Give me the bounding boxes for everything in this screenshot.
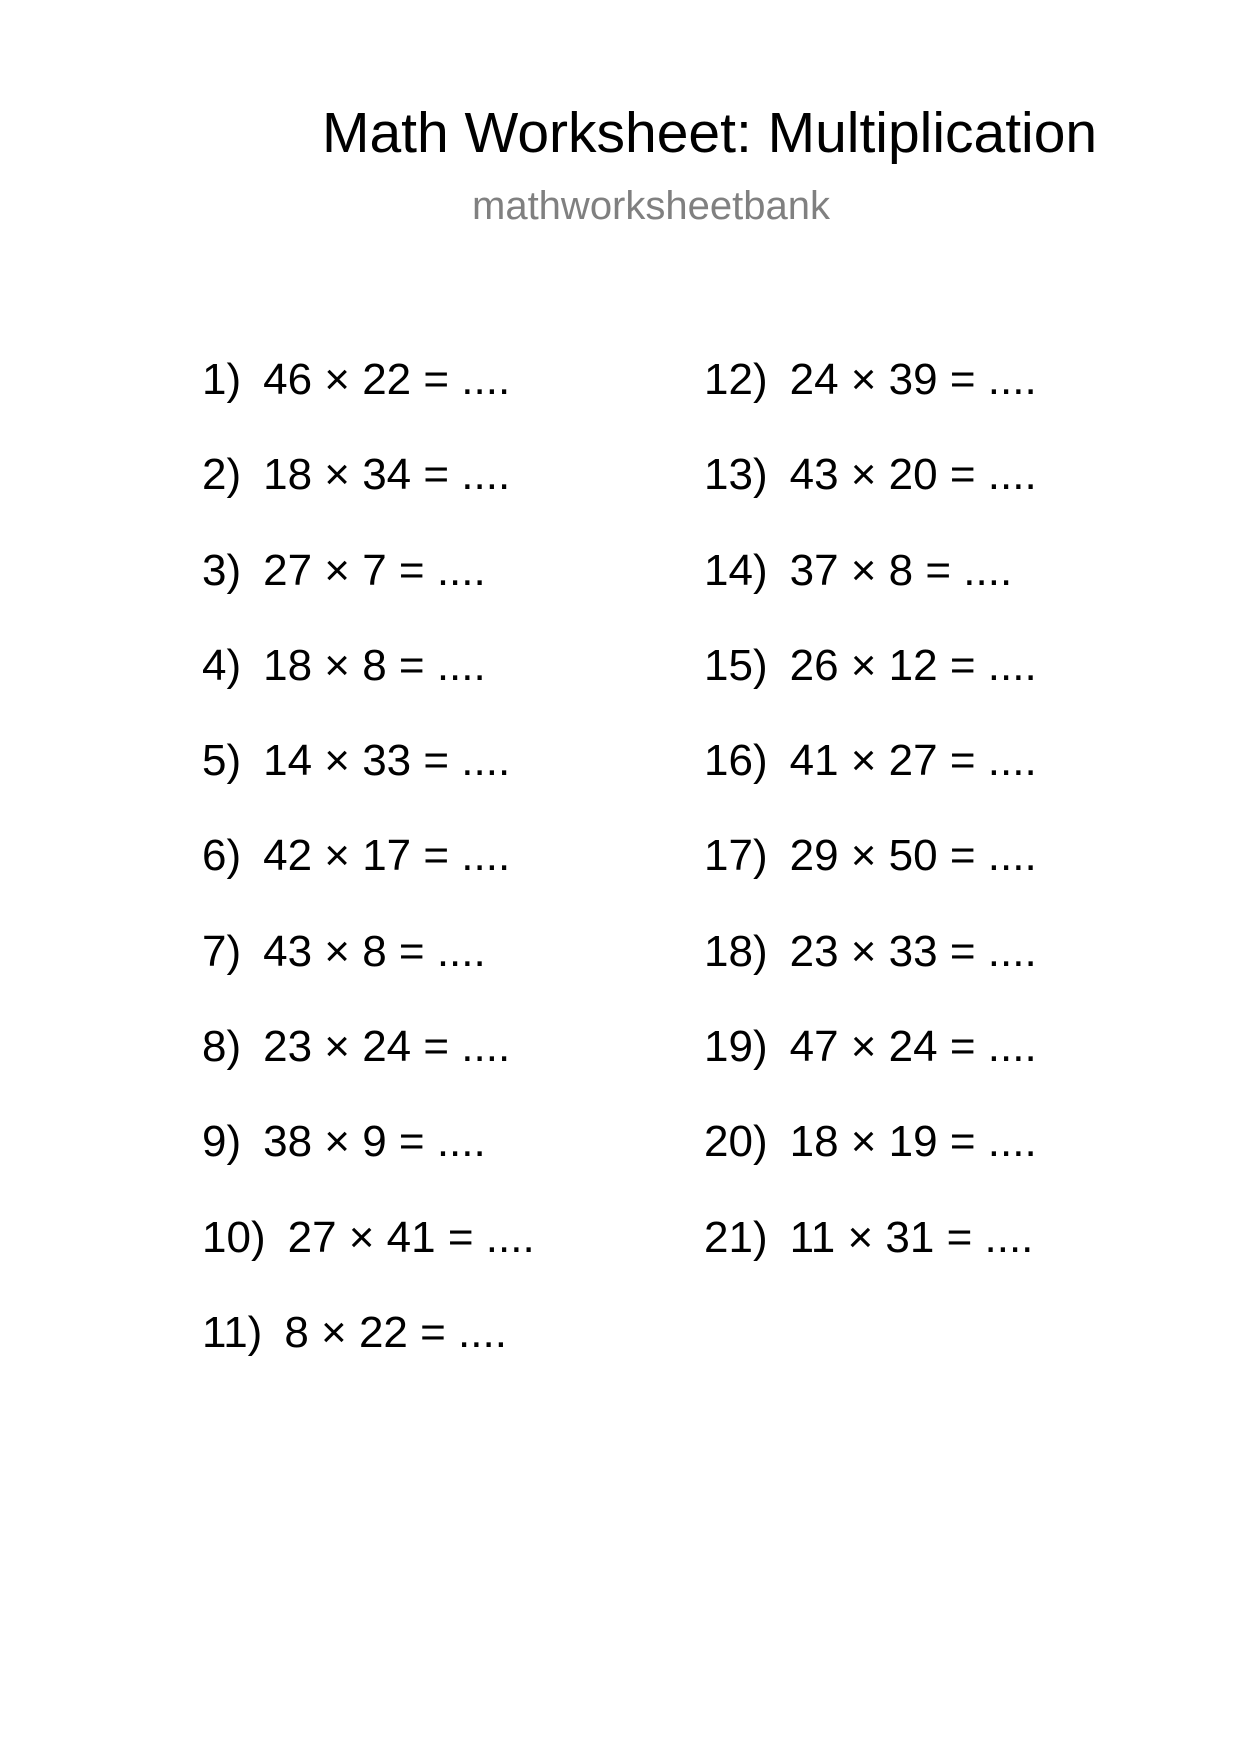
problem-number: 7)	[202, 926, 242, 976]
problem-number: 11)	[202, 1307, 263, 1357]
problem-expression: 43 × 8 = ....	[263, 926, 486, 976]
problem-item	[704, 352, 1037, 447]
problem-expression: 38 × 9 = ....	[263, 1117, 486, 1167]
problem-expression: 46 × 22 = ....	[263, 355, 511, 404]
problem-expression: 18 × 8 = ....	[263, 640, 486, 690]
problem-item	[704, 1114, 1037, 1209]
problem-expression: 14 × 33 = ....	[263, 736, 511, 786]
problem-expression: 41 × 27 = ....	[789, 736, 1037, 786]
problem-number: 16)	[704, 736, 768, 786]
problem-expression: 43 × 20 = ....	[789, 450, 1037, 500]
problem-expression: 27 × 41 = ....	[287, 1212, 535, 1262]
problem-expression: 29 × 50 = ....	[789, 831, 1037, 881]
problem-number: 14)	[704, 545, 768, 595]
problem-item	[704, 733, 1037, 828]
problem-column-left	[202, 352, 535, 1400]
problem-expression: 11 × 31 = ....	[789, 1212, 1034, 1262]
problem-number: 19)	[704, 1022, 768, 1072]
problem-item	[202, 733, 535, 828]
page-subtitle: mathworksheetbank	[472, 184, 830, 228]
problem-expression: 8 × 22 = ....	[284, 1307, 507, 1357]
problem-item	[704, 924, 1037, 1019]
problem-number: 13)	[704, 450, 768, 500]
problem-item	[202, 352, 535, 447]
problem-number: 21)	[704, 1212, 768, 1262]
problem-item	[202, 447, 535, 542]
problem-number: 1)	[202, 355, 242, 404]
problem-item	[704, 543, 1037, 638]
problem-number: 3)	[202, 545, 242, 595]
problem-number: 4)	[202, 640, 242, 690]
problem-item	[202, 543, 535, 638]
problem-item	[704, 447, 1037, 542]
problem-number: 9)	[202, 1117, 242, 1167]
problem-number: 20)	[704, 1117, 768, 1167]
problem-column-right	[704, 352, 1037, 1305]
problem-expression: 47 × 24 = ....	[789, 1022, 1037, 1072]
page-title: Math Worksheet: Multiplication	[322, 101, 1098, 165]
problem-expression: 23 × 24 = ....	[263, 1022, 511, 1072]
problem-item	[704, 1210, 1037, 1305]
problem-expression: 18 × 34 = ....	[263, 450, 511, 500]
problem-expression: 24 × 39 = ....	[789, 355, 1037, 404]
problem-expression: 37 × 8 = ....	[789, 545, 1013, 595]
problem-item	[202, 828, 535, 923]
problem-number: 2)	[202, 450, 242, 500]
problem-number: 18)	[704, 926, 768, 976]
problem-number: 5)	[202, 736, 242, 786]
problem-item	[202, 924, 535, 1019]
problem-item	[704, 828, 1037, 923]
problem-number: 17)	[704, 831, 768, 881]
problem-item	[202, 638, 535, 733]
problem-number: 10)	[202, 1212, 266, 1262]
problem-number: 12)	[704, 355, 768, 404]
problem-item	[202, 1305, 535, 1400]
problem-number: 8)	[202, 1022, 242, 1072]
problem-expression: 42 × 17 = ....	[263, 831, 511, 881]
problem-item	[202, 1210, 535, 1305]
problem-item	[704, 1019, 1037, 1114]
problem-expression: 23 × 33 = ....	[789, 926, 1037, 976]
problem-number: 15)	[704, 640, 768, 690]
problem-expression: 18 × 19 = ....	[789, 1117, 1037, 1167]
problem-item	[704, 638, 1037, 733]
problem-item	[202, 1114, 535, 1209]
problem-number: 6)	[202, 831, 242, 881]
problem-expression: 27 × 7 = ....	[263, 545, 486, 595]
problem-expression: 26 × 12 = ....	[789, 640, 1037, 690]
problem-item	[202, 1019, 535, 1114]
